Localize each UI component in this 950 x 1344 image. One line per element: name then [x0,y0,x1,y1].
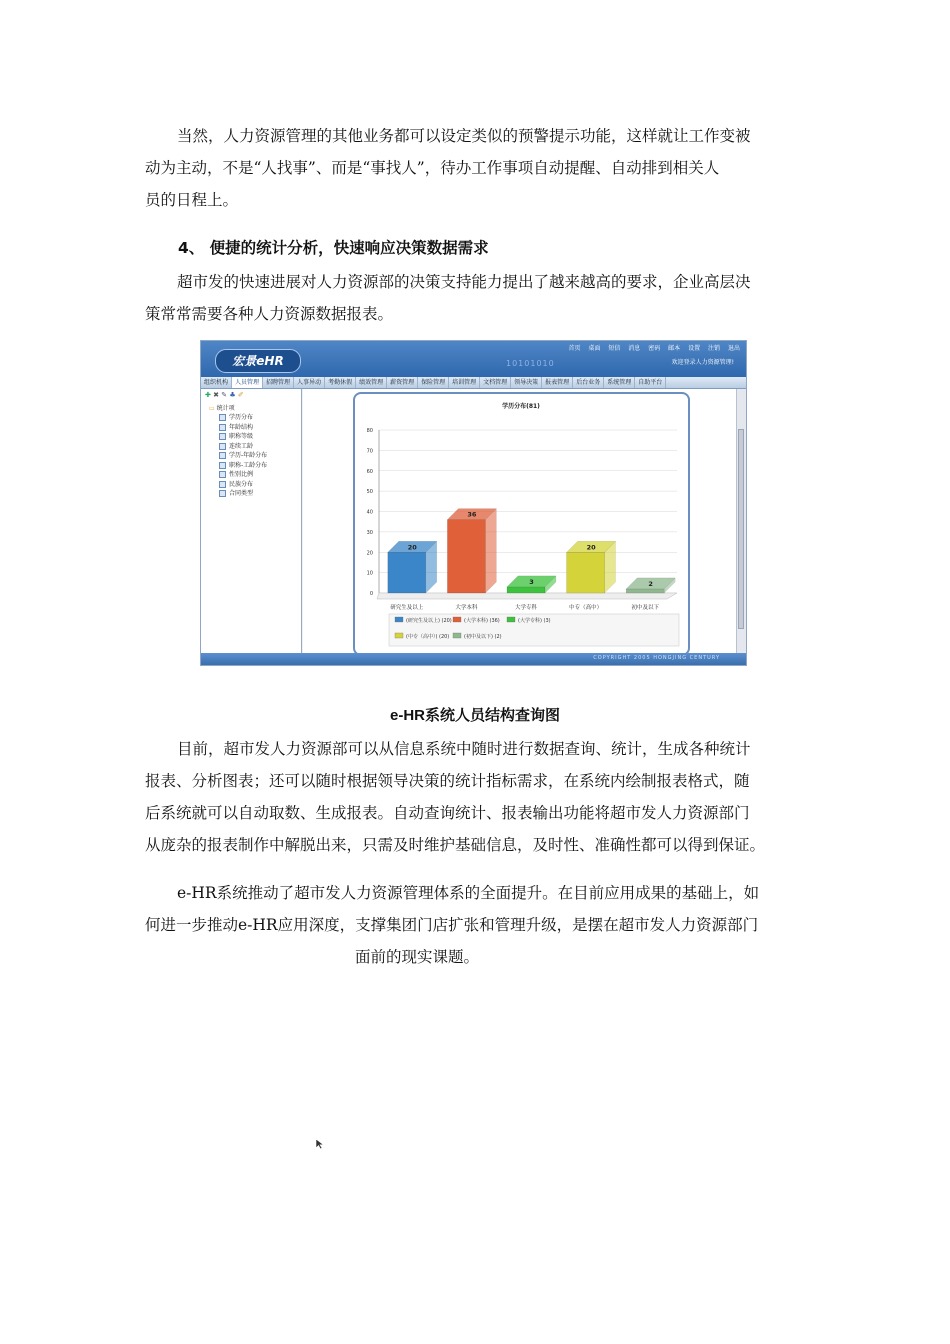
bar-front [447,520,485,593]
stat-item-icon [219,481,226,488]
legend-entry: (初中及以下) (2) [464,634,502,640]
top-link-message[interactable]: 消息 [628,345,641,352]
bar-front [567,552,605,593]
top-link-settings[interactable]: 设置 [688,345,701,352]
menu-item[interactable]: 文档管理 [480,377,511,388]
text-line: 目前，超市发人力资源部可以从信息系统中随时进行数据查询、统计，生成各种统计 [177,740,751,758]
app-logo: 宏景eHR [215,349,301,373]
main-menu [201,377,746,389]
stat-item-icon [219,414,226,421]
legend-entry: (大学本科) (36) [464,618,500,624]
top-link-sms[interactable]: 短信 [608,345,621,352]
tree-item[interactable]: 合同类型 [219,489,267,499]
text-line: 超市发的快速进展对人力资源部的决策支持能力提出了越来越高的要求，企业高层决 [177,273,751,291]
tree-item[interactable]: 职称等级 [219,432,267,442]
x-tick-label: 初中及以下 [631,605,659,611]
stat-item-icon [219,452,226,459]
ehr-screenshot [200,340,747,666]
data-label: 36 [467,510,477,519]
banner-binary-text: 10101010 [506,359,555,368]
menu-item[interactable]: 考勤休假 [325,377,356,388]
legend-swatch [395,633,403,638]
menu-item[interactable]: 招聘管理 [263,377,294,388]
legend-entry: (中专（高中）) (20) [406,634,450,640]
text-line: e-HR系统推动了超市发人力资源管理体系的全面提升。在目前应用成果的基础上，如 [177,884,760,902]
tree-item[interactable]: 学历-年龄分布 [219,451,267,461]
paragraph-warning [145,120,807,216]
x-tick-label: 大学专科 [514,605,538,611]
menu-item[interactable]: 绩效管理 [356,377,387,388]
top-link-home[interactable]: 首页 [568,345,581,352]
chart-panel [353,392,690,656]
y-tick-label: 0 [369,591,373,597]
app-footer [201,653,746,665]
data-label: 2 [648,579,653,588]
y-tick-label: 40 [366,509,373,516]
edit-icon[interactable]: ✎ [221,391,228,399]
pencil-icon[interactable]: ✐ [237,391,244,399]
data-label: 20 [407,543,417,552]
tree-item[interactable]: 学历分布 [219,413,267,423]
menu-item[interactable]: 薪资管理 [387,377,418,388]
stat-item-icon [219,443,226,450]
x-tick-label: 研究生及以上 [390,605,424,611]
menu-item[interactable]: 领导决策 [511,377,542,388]
tree-root[interactable] [209,403,235,412]
menu-item-active[interactable]: 人员管理 [232,377,263,388]
tree-item[interactable]: 连续工龄 [219,442,267,452]
legend-swatch [507,617,515,622]
figure-caption: e-HR系统人员结构查询图 [389,707,560,724]
stat-item-icon [219,462,226,469]
tree-item[interactable]: 年龄结构 [219,423,267,433]
vertical-scrollbar[interactable] [736,389,746,653]
data-label: 3 [529,577,534,586]
y-tick-label: 80 [366,428,373,434]
data-label: 20 [586,543,596,552]
legend-entry: (研究生及以上) (20) [406,618,452,624]
text-line: 后系统就可以自动取数、生成报表。自动查询统计、报表输出功能将超市发人力资源部门 [145,804,750,822]
tree-item[interactable]: 性别比例 [219,470,267,480]
menu-item[interactable]: 系统管理 [604,377,635,388]
y-tick-label: 70 [366,448,373,455]
tree-icon[interactable]: ♣ [229,391,236,399]
tree-item[interactable]: 民族分布 [219,480,267,490]
chart-floor [377,593,677,599]
menu-item[interactable]: 人事异动 [294,377,325,388]
tree-item[interactable]: 职称-工龄分布 [219,461,267,471]
welcome-text: 欢迎登录人力资源管理! [671,359,734,366]
y-tick-label: 30 [366,529,373,536]
x-tick-label: 中专（高中） [569,605,603,611]
text-line: 员的日程上。 [145,191,239,209]
stat-item-icon [219,424,226,431]
chart-title: 学历分布(81) [502,403,540,410]
menu-item[interactable]: 培训管理 [449,377,480,388]
legend-swatch [453,633,461,638]
add-icon[interactable]: ✚ [205,391,211,399]
cursor-icon [315,1138,325,1150]
x-tick-label: 大学本科 [455,605,478,611]
menu-item[interactable]: 保险管理 [418,377,449,388]
top-link-password[interactable]: 密码 [648,345,661,352]
paragraph-current [145,733,807,861]
y-tick-label: 20 [366,550,373,557]
tree-list [219,413,267,499]
menu-item[interactable]: 后台业务 [573,377,604,388]
top-links [562,343,740,352]
stat-item-icon [219,490,226,497]
y-tick-label: 50 [366,489,373,496]
text-line: 策常常需要各种人力资源数据报表。 [145,305,394,323]
menu-item[interactable]: 自助平台 [635,377,666,388]
bar-front [388,552,426,593]
text-line: 当然，人力资源管理的其他业务都可以设定类似的预警提示功能，这样就让工作变被 [177,127,751,145]
y-tick-label: 60 [366,468,373,475]
paragraph-demand [145,266,807,330]
delete-icon[interactable]: ✖ [213,391,219,399]
bar-chart [355,394,688,654]
text-line: 面前的现实课题。 [355,948,480,966]
bar-side [485,509,496,593]
text-line: 从庞杂的报表制作中解脱出来，只需及时维护基础信息，及时性、准确性都可以得到保证。 [145,836,766,854]
top-link-logout[interactable]: 注销 [708,345,721,352]
copyright-text: COPYRIGHT 2005 HONGJING CENTURY [593,655,720,661]
paragraph-conclusion [145,877,807,973]
text-line: 报表、分析图表；还可以随时根据领导决策的统计指标需求，在系统内绘制报表格式，随 [145,772,750,790]
bar-front [507,587,545,593]
top-link-desktop[interactable]: 桌面 [588,345,601,352]
scrollbar-thumb[interactable] [738,429,744,629]
app-banner [201,341,746,377]
tree-toolbar [205,391,244,399]
top-link-exit[interactable]: 退出 [727,345,740,352]
top-link-mail[interactable]: 邮本 [668,345,681,352]
menu-item[interactable]: 报表管理 [542,377,573,388]
tree-root-label: 统计项 [216,405,235,412]
legend-swatch [453,617,461,622]
stat-tree-panel [201,389,302,653]
section-heading: 4、 便捷的统计分析，快速响应决策数据需求 [178,239,489,257]
stat-item-icon [219,471,226,478]
stat-item-icon [219,433,226,440]
y-tick-label: 10 [366,570,373,577]
text-line: 何进一步推动e-HR应用深度，支撑集团门店扩张和管理升级，是摆在超市发人力资源部门 [145,916,759,934]
folder-icon: ▭ [209,405,215,412]
bar-front [626,589,664,593]
legend-entry: (大学专科) (3) [518,618,551,624]
legend-swatch [395,617,403,622]
text-line: 动为主动，不是“人找事”、而是“事找人”，待办工作事项自动提醒、自动排到相关人 [145,159,720,177]
menu-item[interactable]: 组织机构 [201,377,232,388]
